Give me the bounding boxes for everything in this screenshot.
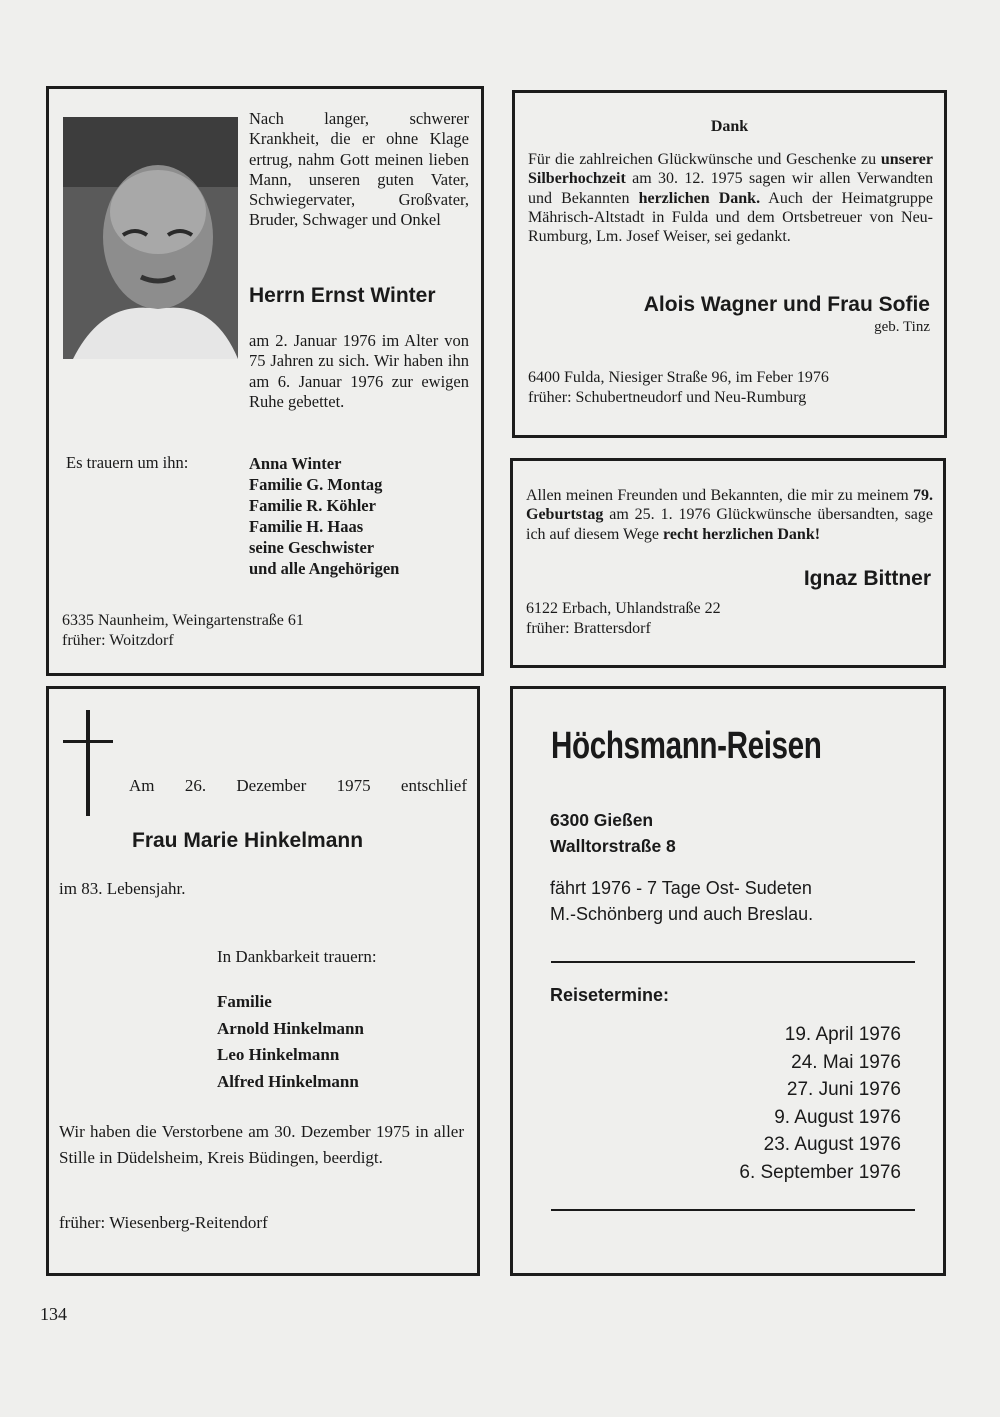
address-block [526,599,721,638]
trip-description [550,875,813,927]
thanks-notice-bittner [510,458,946,668]
mourners-label: In Dankbarkeit trauern: [217,947,377,966]
sender-name: Ignaz Bittner [803,567,931,590]
obituary-intro-text: Nach langer, schwerer Krankheit, die er ohne Klage ertrug, nahm Gott meinen lieben Mann, unseren guten Vater, Schwiegervater, Großvater, Bruder, Schwager und Onkel [249,109,469,230]
portrait-photo-graphic [63,117,238,359]
burial-text: Wir haben die Verstorbene am 30. Dezember 1975 in aller Stille in Düdelsheim, Kreis Büdingen, beerdigt. [59,1122,464,1167]
maiden-name: geb. Tinz [874,319,930,335]
sender-name: Alois Wagner und Frau Sofie [643,293,930,316]
former-residence: früher: Woitzdorf [62,632,174,649]
address-line: 6400 Fulda, Niesiger Straße 96, im Feber 1976 [528,369,829,386]
divider [551,961,915,963]
obituary-date-text: am 2. Januar 1976 im Alter von 75 Jahren zu sich. Wir haben ihn am 6. Januar 1976 zur ewigen Ruhe gebettet. [249,331,469,411]
description-line: M.-Schönberg und auch Breslau. [550,904,814,924]
mourner-item: Alfred Hinkelmann [217,1071,359,1091]
obituary-ernst-winter [46,86,484,676]
date-item: 6. September 1976 [739,1161,901,1183]
mourners-label: Es trauern um ihn: [66,453,189,472]
thanks-text [528,150,933,246]
mourner-item: und alle Angehörigen [249,559,400,578]
divider [551,1209,915,1211]
former-residence: früher: Schubertneudorf und Neu-Rumburg [528,388,807,406]
date-item: 27. Juni 1976 [786,1079,901,1100]
cross-icon-bar [63,740,113,743]
text-part: Allen meinen Freunden und Bekannten, die mir zu meinem [526,487,913,504]
date-item: 19. April 1976 [784,1024,901,1045]
address-line: 6335 Naunheim, Weingartenstraße 61 [62,612,304,629]
text-part: Auch der Heimatgruppe Mährisch-Altstadt in Fulda und dem Ortsbetreuer von Neu-Rumburg, Lm. Josef Weiser, sei gedankt. [528,189,934,246]
mourners-list [249,453,399,579]
text-emphasis: 79. Geburtstag [526,487,933,524]
address-block [528,368,829,407]
text-part: am 25. 1. 1976 Glückwünsche übersandten, sage ich auf diesem Wege [526,506,933,543]
date-item: 23. August 1976 [763,1134,901,1155]
date-item: 9. August 1976 [774,1106,901,1128]
mourner-item: Familie H. Haas [249,517,364,536]
dates-list [739,1021,901,1186]
mourner-item: seine Geschwister [249,538,375,557]
address-line: 6122 Erbach, Uhlandstraße 22 [526,600,721,617]
age-text: im 83. Lebensjahr. [59,879,186,898]
text-part: Für die zahlreichen Glückwünsche und Geschenke zu [528,151,881,168]
address-line: Walltorstraße 8 [550,836,676,856]
text-part: am 30. 12. 1975 sagen wir allen Verwandten und Bekannten [528,170,933,207]
former-residence: früher: Brattersdorf [526,619,651,637]
portrait-photo [63,117,238,359]
address-block [62,611,304,651]
mourner-item: Familie G. Montag [249,475,383,494]
obituary-intro-text: Am 26. Dezember 1975 entschlief [129,776,467,795]
mourner-item: Leo Hinkelmann [217,1045,340,1064]
mourner-item: Familie [217,992,272,1011]
company-name: Höchsmann-Reisen [551,725,822,767]
text-emphasis: herzlichen Dank. [638,189,761,207]
mourner-item: Arnold Hinkelmann [217,1018,364,1038]
mourner-item: Anna Winter [249,454,342,473]
travel-advertisement [510,686,946,1276]
mourners-list [217,989,364,1095]
mourner-item: Familie R. Köhler [249,496,376,515]
deceased-name: Herrn Ernst Winter [249,284,436,307]
thanks-notice-wagner [512,90,947,438]
notice-title: Dank [710,118,749,135]
deceased-name: Frau Marie Hinkelmann [132,829,364,852]
description-line: fährt 1976 - 7 Tage Ost- Sudeten [550,878,812,898]
thanks-text [526,486,933,544]
company-address [550,807,676,859]
date-item: 24. Mai 1976 [791,1051,901,1073]
obituary-marie-hinkelmann [46,686,480,1276]
text-emphasis: unserer Silberhochzeit [528,151,933,188]
page-number: 134 [40,1304,67,1324]
dates-label: Reisetermine: [550,985,670,1005]
address-line: 6300 Gießen [550,810,654,830]
text-emphasis: recht herzlichen Dank! [663,525,821,543]
cross-icon [86,710,90,816]
former-residence: früher: Wiesenberg-Reitendorf [59,1213,268,1232]
